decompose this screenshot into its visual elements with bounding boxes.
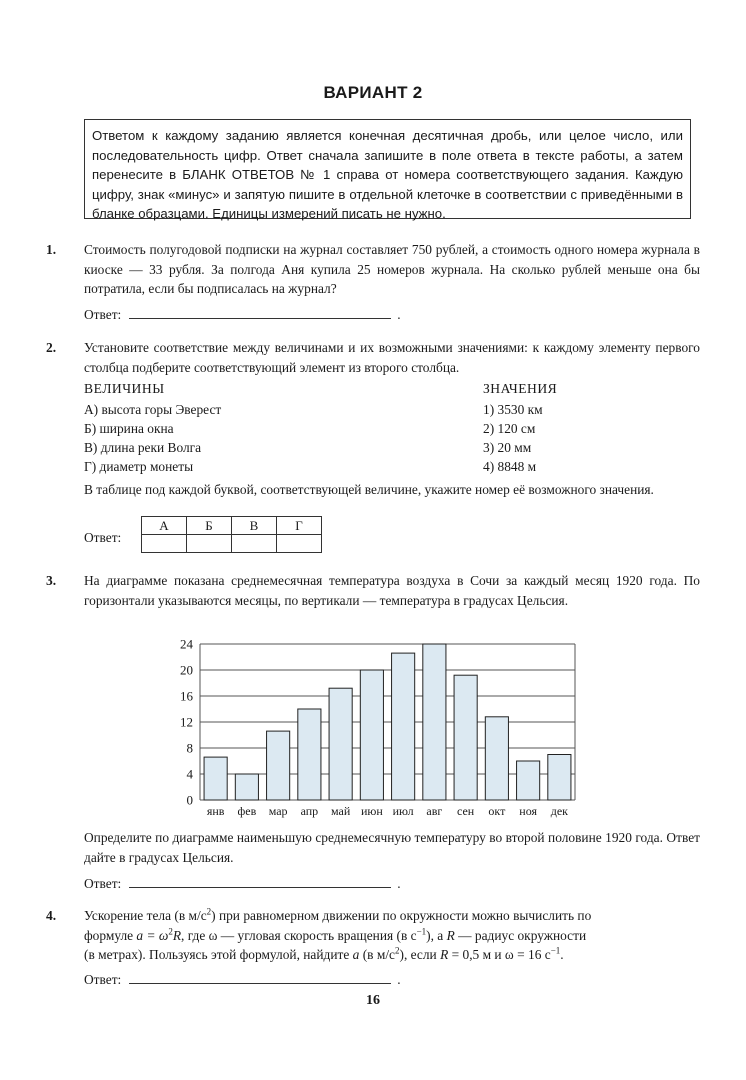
y-tick-label: 16: [180, 688, 193, 704]
bar-мар: [267, 731, 290, 800]
bar-июл: [392, 653, 415, 800]
answer-cell-v[interactable]: [232, 535, 277, 553]
chart-x-labels: [207, 804, 568, 818]
question-4-number: 4.: [46, 908, 57, 923]
answer-field[interactable]: [129, 971, 391, 984]
answer-dot: .: [397, 876, 401, 891]
quantity-item: А) высота горы Эверест: [84, 402, 222, 417]
x-tick-label: мар: [268, 804, 288, 818]
answer-cell-b[interactable]: [187, 535, 232, 553]
question-1-text: Стоимость полугодовой подписки на журнал составляет 750 рублей, а стоимость одного номера журнала в киоске — 33 рубля. За полгода Аня купила 25 номеров журнала. На сколько рублей меньше она бы потратила, если бы подписалась на журнал?: [84, 242, 700, 296]
q4-line-1: [84, 906, 700, 926]
x-tick-label: фев: [237, 804, 257, 818]
page-number: 16: [366, 993, 380, 1008]
q4-text-part: , где ω — угловая скорость вращения (в с: [181, 927, 417, 943]
q4-text-part: = 0,5 м и ω = 16 с: [448, 947, 551, 962]
x-tick-label: янв: [206, 804, 225, 818]
question-4-answer: [84, 971, 401, 988]
question-3-text: На диаграмме показана среднемесячная температура воздуха в Сочи за каждый месяц 1920 года. По горизонтали указываются месяцы, по вертикали — температура в градусах Цельсия.: [84, 573, 700, 608]
y-tick-label: 0: [186, 792, 193, 808]
y-tick-label: 20: [180, 662, 193, 678]
answer-field[interactable]: [129, 875, 391, 888]
temperature-chart: [160, 630, 590, 820]
question-3-question: Определите по диаграмме наименьшую среднемесячную температуру во второй половине 1920 года. Ответ дайте в градусах Цельсия.: [84, 830, 700, 865]
letter-cell-v: В: [232, 517, 277, 535]
y-tick-label: 12: [180, 714, 193, 730]
bar-ноя: [517, 761, 540, 800]
value-item: 4) 8848 м: [483, 459, 537, 474]
chart-y-ticks: [180, 637, 194, 808]
quantity-item: Г) диаметр монеты: [84, 459, 194, 474]
question-1-number: 1.: [46, 242, 57, 257]
bar-фев: [235, 774, 258, 800]
question-3-answer: [84, 875, 401, 892]
answer-dot: .: [397, 307, 401, 322]
q4-formula-r: R: [172, 927, 181, 943]
answer-label: Ответ:: [84, 307, 122, 322]
question-2-table-text: В таблице под каждой буквой, соответствующей величине, укажите номер её возможного значения.: [84, 482, 654, 497]
q4-text-part: — радиус окружности: [454, 927, 587, 943]
bar-янв: [204, 757, 227, 800]
answer-field[interactable]: [129, 306, 391, 319]
quantity-item: В) длина реки Волга: [84, 440, 202, 455]
q4-sup: −1: [416, 926, 427, 937]
y-tick-label: 4: [186, 766, 193, 782]
bar-июн: [360, 670, 383, 800]
question-2-number: 2.: [46, 340, 57, 355]
answer-dot: .: [397, 972, 401, 987]
value-item: 2) 120 см: [483, 421, 536, 436]
q4-sup: 2: [206, 906, 212, 917]
letter-cell-g: Г: [277, 517, 322, 535]
x-tick-label: сен: [457, 804, 475, 818]
q4-sup: −1: [550, 945, 561, 956]
x-tick-label: авг: [426, 804, 443, 818]
q4-text-part: (в метрах). Пользуясь этой формулой, найдите: [84, 947, 353, 962]
bar-окт: [485, 717, 508, 800]
q4-text-part: ) при равномерном движении по окружности можно вычислить по: [211, 908, 592, 923]
x-tick-label: ноя: [519, 804, 537, 818]
quantities-header: ВЕЛИЧИНЫ: [84, 381, 165, 396]
x-tick-label: апр: [300, 804, 319, 818]
q4-var-a: a: [352, 947, 360, 962]
q4-line-2: [84, 926, 700, 946]
q4-text-part: .: [560, 947, 564, 962]
value-item: 3) 20 мм: [483, 440, 532, 455]
q4-sup: 2: [395, 945, 400, 956]
question-2-text: Установите соответствие между величинами и их возможными значениями: к каждому элементу первого столбца подберите соответствующий элемент из второго столбца.: [84, 340, 700, 375]
answer-cell-g[interactable]: [277, 535, 322, 553]
q4-text-part: формуле: [84, 927, 137, 943]
values-header: ЗНАЧЕНИЯ: [483, 381, 558, 396]
y-tick-label: 24: [180, 636, 193, 652]
q4-var-r: R: [440, 947, 449, 962]
page-title: ВАРИАНТ 2: [323, 83, 423, 102]
q4-text-part: (в м/с: [359, 947, 395, 962]
instructions-box: Ответом к каждому заданию является конечная десятичная дробь, или целое число, или последовательность цифр. Ответ сначала запишите в поле ответа в тексте работы, а затем перенесите в БЛАНК ОТВЕТОВ № 1 справа от номера соответствующего задания. Каждую цифру, знак «минус» и запятую пишите в отдельной клеточке в соответствии с приведёнными в бланке образцами. Единицы измерений писать не нужно.: [84, 119, 691, 219]
answer-table: [141, 516, 322, 553]
question-1-answer: [84, 306, 401, 323]
question-4-text: [84, 906, 700, 965]
x-tick-label: май: [330, 804, 351, 818]
q4-formula: a = ω: [136, 927, 169, 943]
q4-sup: 2: [168, 926, 173, 937]
value-item: 1) 3530 км: [483, 402, 543, 417]
x-tick-label: окт: [488, 804, 506, 818]
answer-label: Ответ:: [84, 530, 122, 545]
letter-cell-a: А: [142, 517, 187, 535]
y-tick-label: 8: [186, 740, 193, 756]
answer-label: Ответ:: [84, 876, 122, 891]
bar-май: [329, 688, 352, 800]
answer-label: Ответ:: [84, 972, 122, 987]
letter-cell-b: Б: [187, 517, 232, 535]
q4-var-r: R: [446, 927, 455, 943]
q4-text-part: ), а: [426, 927, 447, 943]
x-tick-label: дек: [550, 804, 569, 818]
answer-cell-a[interactable]: [142, 535, 187, 553]
bar-дек: [548, 755, 571, 801]
q4-text-part: Ускорение тела (в м/с: [84, 908, 207, 923]
x-tick-label: июн: [360, 804, 383, 818]
bar-сен: [454, 675, 477, 800]
q4-text-part: ), если: [399, 947, 441, 962]
bar-апр: [298, 709, 321, 800]
bar-авг: [423, 644, 446, 800]
q4-line-3: [84, 945, 700, 965]
quantity-item: Б) ширина окна: [84, 421, 174, 436]
question-3-number: 3.: [46, 573, 57, 588]
x-tick-label: июл: [392, 804, 414, 818]
